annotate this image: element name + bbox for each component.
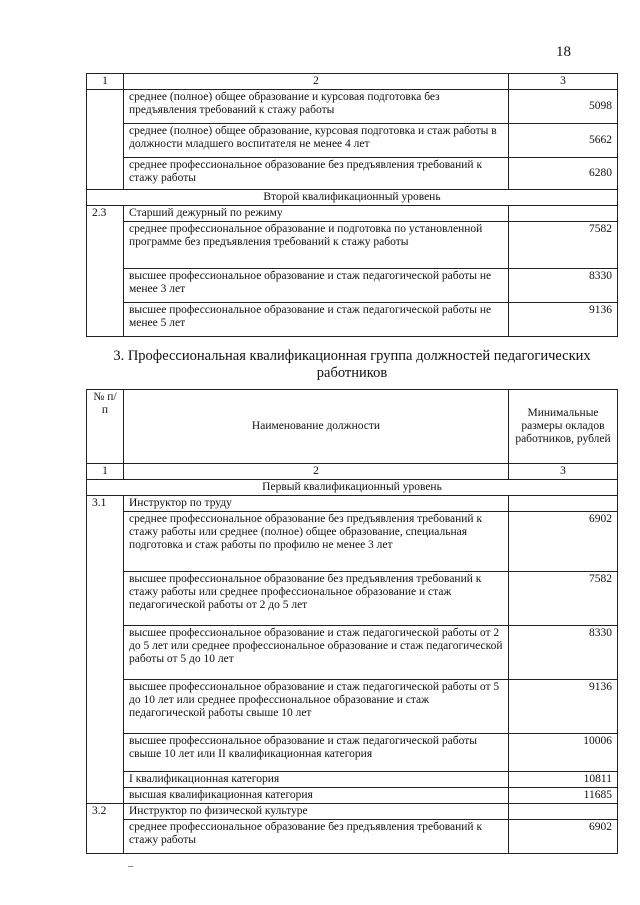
column-number-1: 1 (87, 74, 124, 90)
column-head-salary: Минимальные размеры окладов работников, рублей (509, 390, 618, 464)
salary-value: 6902 (509, 512, 618, 572)
position-number: 2.3 (87, 206, 124, 337)
column-number-3: 3 (509, 74, 618, 90)
position-name: Старший дежурный по режиму (124, 206, 509, 222)
table-header-row (87, 74, 618, 90)
table-row (87, 90, 618, 124)
requirement-text: среднее (полное) общее образование и курсовая подготовка без предъявления требований к стажу работы (124, 90, 509, 124)
empty-salary-cell (509, 206, 618, 222)
requirement-text: I квалификационная категория (124, 772, 509, 788)
requirement-text: среднее профессиональное образование и подготовка по установленной программе без предъявления требований к стажу работы (124, 222, 509, 269)
page-number: 18 (556, 44, 571, 60)
empty-number-cell (87, 90, 124, 190)
table-row (87, 820, 618, 854)
column-number-2: 2 (124, 74, 509, 90)
scan-artifact-mark (128, 866, 133, 867)
table-row (87, 626, 618, 680)
position-row (87, 804, 618, 820)
salary-value: 9136 (509, 680, 618, 734)
empty-salary-cell (509, 496, 618, 512)
column-number-1: 1 (87, 464, 124, 480)
table-row (87, 680, 618, 734)
table-row (87, 512, 618, 572)
requirement-text: среднее профессиональное образование без предъявления требований к стажу работы (124, 158, 509, 190)
salary-value: 11685 (509, 788, 618, 804)
position-name: Инструктор по физической культуре (124, 804, 509, 820)
salary-value: 8330 (509, 269, 618, 303)
salary-table-continued (86, 73, 618, 337)
salary-value: 10811 (509, 772, 618, 788)
table-row (87, 124, 618, 158)
requirement-text: высшее профессиональное образование и стаж педагогической работы от 5 до 10 лет или среднее профессиональное образование и стаж педагогической работы свыше 10 лет (124, 680, 509, 734)
table-row (87, 222, 618, 269)
requirement-text: высшее профессиональное образование и стаж педагогической работы не менее 5 лет (124, 303, 509, 337)
table-row (87, 303, 618, 337)
qualification-level-row (87, 190, 618, 206)
position-row (87, 496, 618, 512)
salary-value: 6280 (509, 158, 618, 190)
requirement-text: среднее (полное) общее образование, курсовая подготовка и стаж работы в должности младшего воспитателя не менее 4 лет (124, 124, 509, 158)
requirement-text: высшее профессиональное образование и стаж педагогической работы от 2 до 5 лет или среднее профессиональное образование и стаж педагогической работы от 5 до 10 лет (124, 626, 509, 680)
position-name: Инструктор по труду (124, 496, 509, 512)
table-head-row (87, 390, 618, 464)
requirement-text: высшее профессиональное образование и стаж педагогической работы свыше 10 лет или II квалификационная категория (124, 734, 509, 772)
requirement-text: высшее профессиональное образование без предъявления требований к стажу работы или среднее профессиональное образование и стаж педагогической работы от 2 до 5 лет (124, 572, 509, 626)
salary-value: 7582 (509, 222, 618, 269)
salary-value: 5662 (509, 124, 618, 158)
table-row (87, 772, 618, 788)
qualification-level-heading: Второй квалификационный уровень (87, 190, 618, 206)
salary-value: 8330 (509, 626, 618, 680)
requirement-text: среднее профессиональное образование без предъявления требований к стажу работы или среднее (полное) общее образование, специальная подготовка и стаж работы по профилю не менее 3 лет (124, 512, 509, 572)
salary-value: 9136 (509, 303, 618, 337)
table-row (87, 788, 618, 804)
qualification-level-row (87, 480, 618, 496)
table-row (87, 572, 618, 626)
column-number-2: 2 (124, 464, 509, 480)
salary-value: 10006 (509, 734, 618, 772)
section-title: 3. Профессиональная квалификационная группа должностей педагогических работников (113, 348, 591, 381)
qualification-level-heading: Первый квалификационный уровень (87, 480, 618, 496)
column-head-position: Наименование должности (124, 390, 509, 464)
position-number: 3.1 (87, 496, 124, 804)
position-number: 3.2 (87, 804, 124, 854)
table-row (87, 269, 618, 303)
position-row (87, 206, 618, 222)
table-row (87, 734, 618, 772)
empty-salary-cell (509, 804, 618, 820)
salary-table-pedagogical (86, 389, 618, 854)
column-head-number: № п/п (87, 390, 124, 464)
column-number-3: 3 (509, 464, 618, 480)
salary-value: 5098 (509, 90, 618, 124)
salary-value: 7582 (509, 572, 618, 626)
table-header-row (87, 464, 618, 480)
salary-value: 6902 (509, 820, 618, 854)
requirement-text: высшая квалификационная категория (124, 788, 509, 804)
requirement-text: высшее профессиональное образование и стаж педагогической работы не менее 3 лет (124, 269, 509, 303)
requirement-text: среднее профессиональное образование без предъявления требований к стажу работы (124, 820, 509, 854)
table-row (87, 158, 618, 190)
